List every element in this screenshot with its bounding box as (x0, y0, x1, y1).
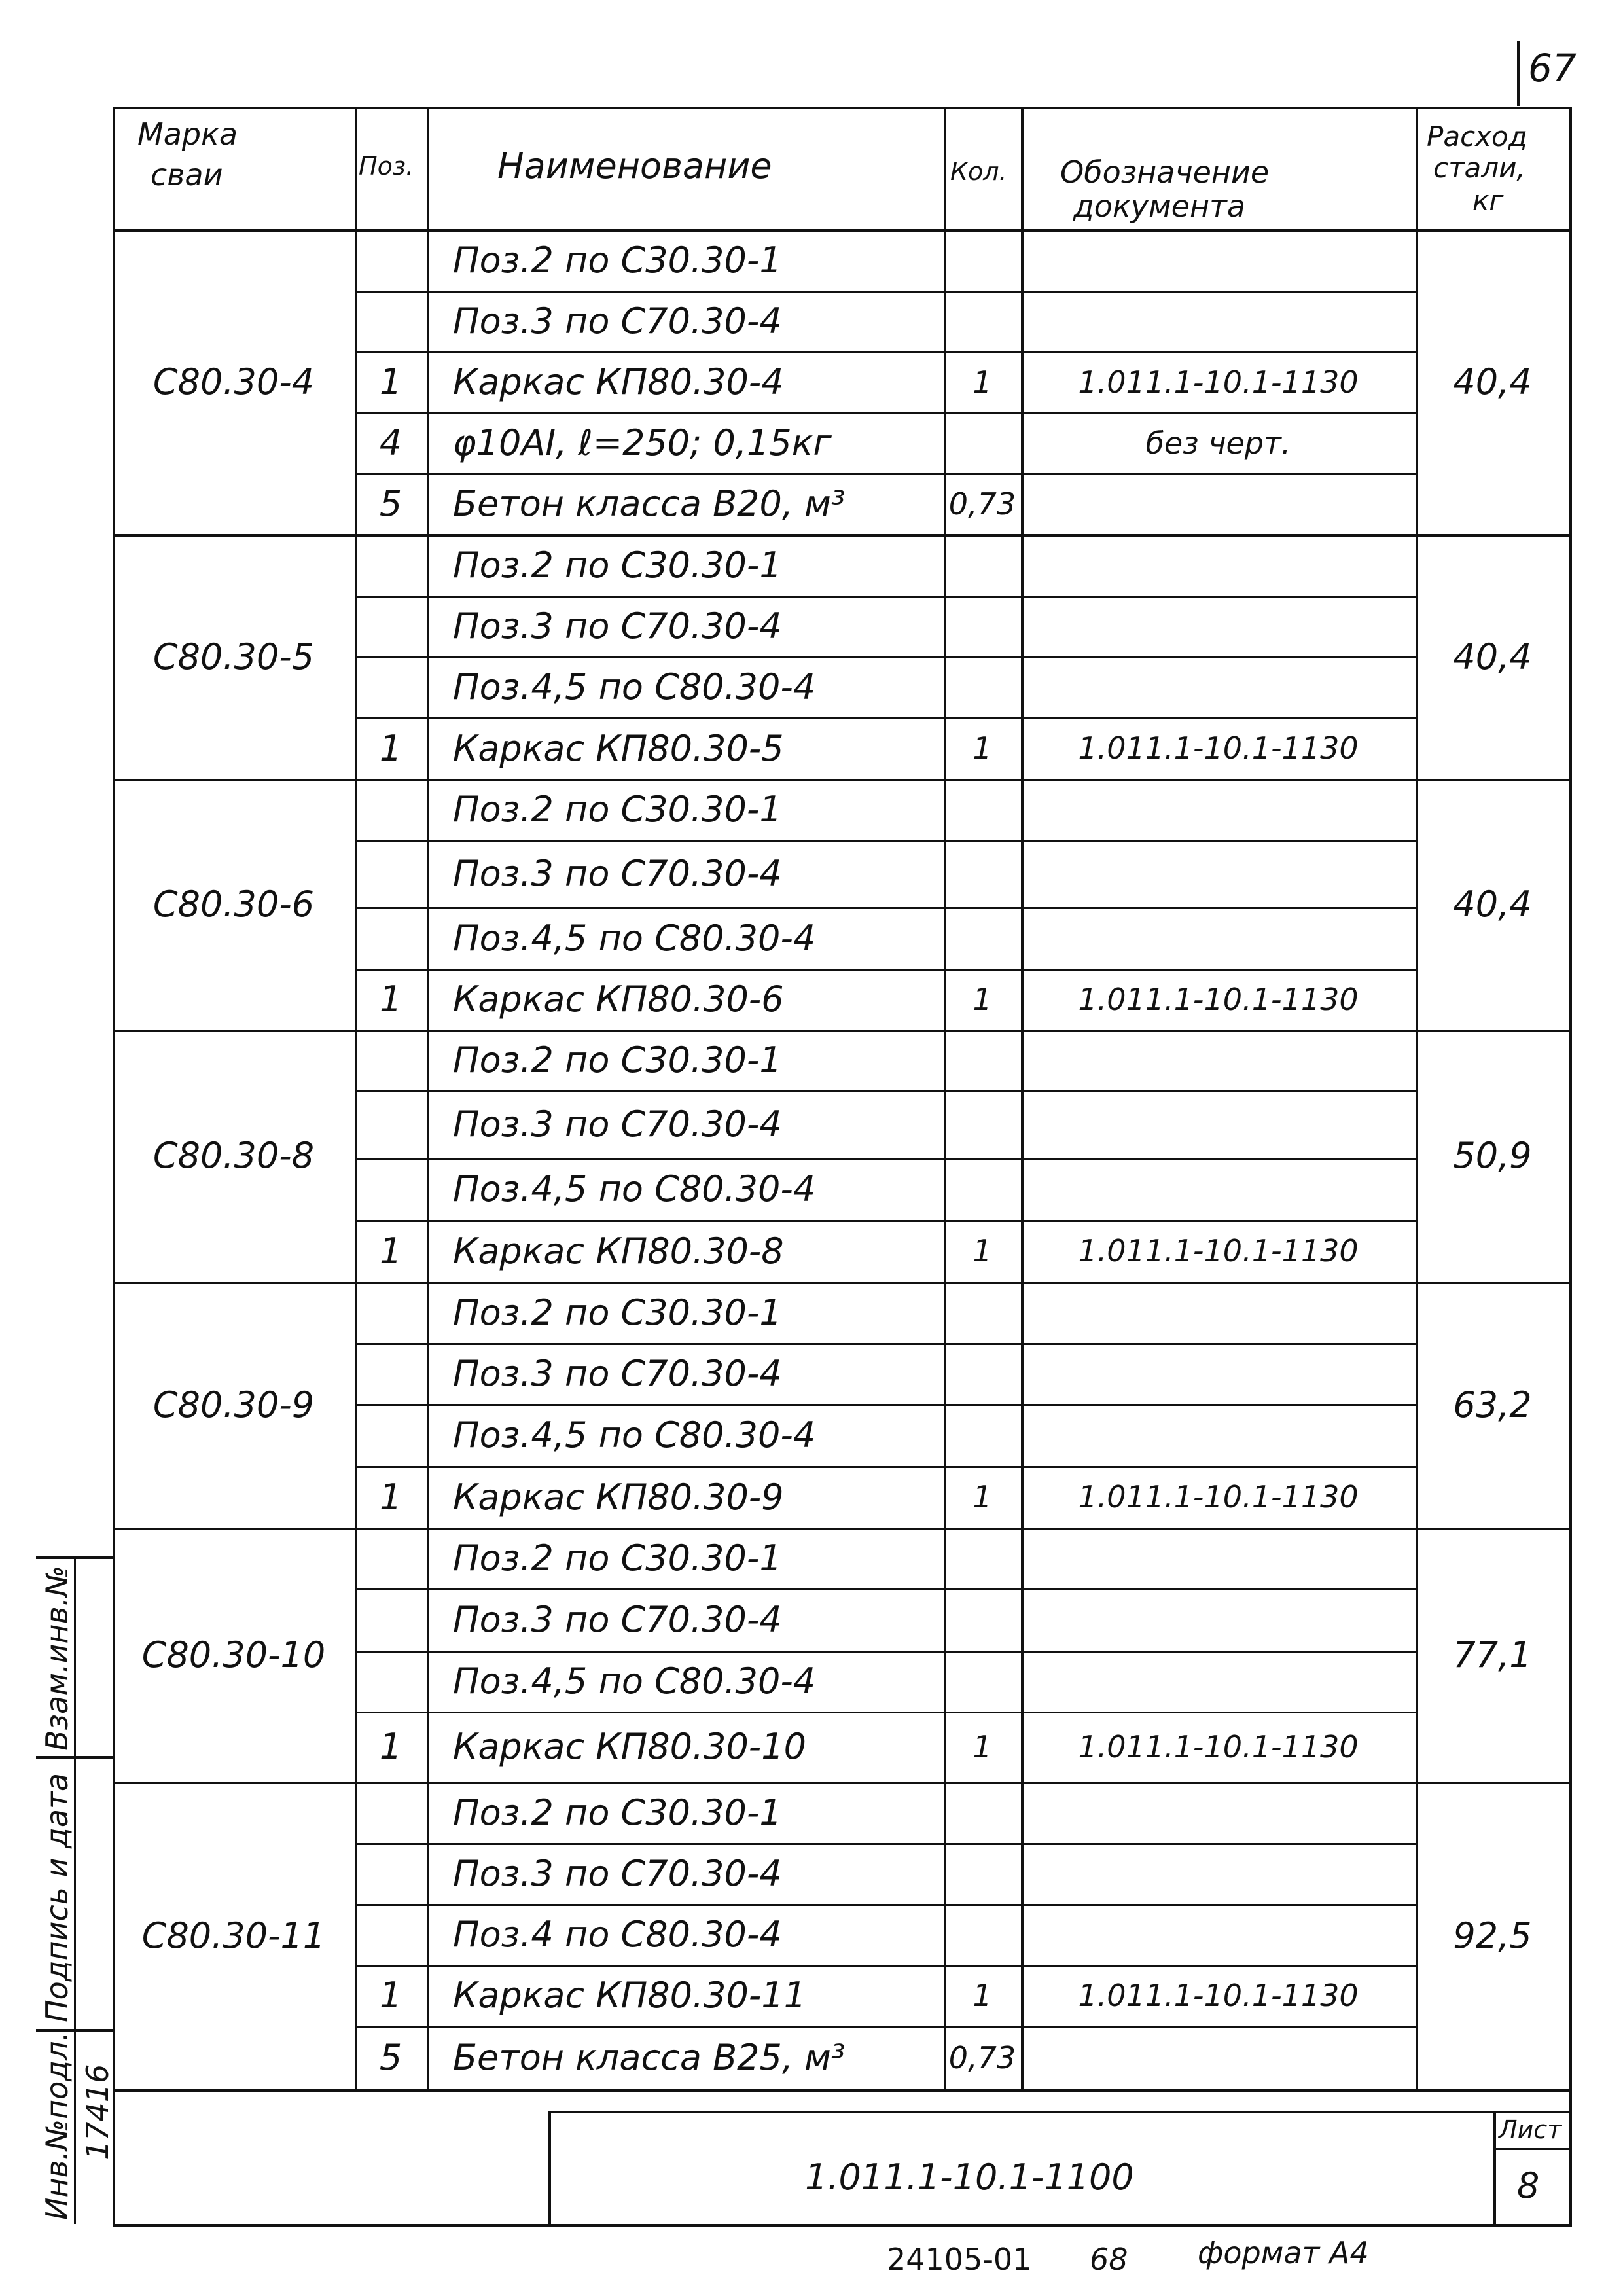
cell-doc (1021, 1404, 1416, 1466)
cell-qty (944, 779, 1021, 840)
cell-qty (944, 291, 1021, 351)
bottom-code: 24105-01 (887, 2242, 1032, 2277)
page-number: 67 (1528, 46, 1577, 90)
cell-pos: 5 (379, 483, 402, 524)
table-bottom-border (113, 2224, 1572, 2227)
cell-doc (1021, 840, 1416, 907)
cell-pile-mark: С80.30-9 (152, 1384, 315, 1426)
cell-name: Поз.4,5 по С80.30-4 (453, 666, 816, 708)
cell-pos: 1 (379, 1476, 402, 1518)
cell-steel: 77,1 (1453, 1634, 1532, 1676)
cell-pos (355, 840, 427, 907)
cell-pile-mark: С80.30-6 (152, 884, 315, 925)
cell-doc (1021, 291, 1416, 351)
stamp-sheet-label-line (1493, 2148, 1569, 2150)
cell-qty: 0,73 (948, 486, 1016, 522)
cell-qty: 1 (972, 981, 992, 1017)
cell-qty: 1 (972, 1729, 992, 1765)
cell-doc: без черт. (1145, 425, 1291, 461)
cell-pos (355, 1090, 427, 1158)
cell-doc: 1.011.1-10.1-1130 (1078, 981, 1359, 1017)
cell-doc (1021, 656, 1416, 717)
cell-pos (355, 229, 427, 291)
last-row-bottom (113, 2089, 1569, 2092)
cell-name: Поз.4,5 по С80.30-4 (453, 917, 816, 959)
page-number-divider (1517, 41, 1520, 106)
cell-pos (355, 1343, 427, 1404)
stamp-designation: 1.011.1-10.1-1100 (805, 2157, 1134, 2198)
cell-doc (1021, 1282, 1416, 1343)
cell-pos (355, 1588, 427, 1651)
cell-qty: 1 (972, 1977, 992, 2013)
cell-name: Поз.3 по С70.30-4 (453, 853, 782, 894)
header-name: Наименование (497, 145, 772, 187)
header-doc-line2: документа (1073, 188, 1246, 224)
cell-doc (1021, 1090, 1416, 1158)
cell-steel: 63,2 (1453, 1384, 1532, 1426)
bottom-number: 68 (1090, 2242, 1128, 2277)
header-steel-line3: кг (1472, 185, 1504, 217)
cell-qty (944, 1904, 1021, 1965)
cell-name: Каркас КП80.30-9 (453, 1476, 784, 1518)
cell-doc (1021, 1843, 1416, 1904)
cell-pos (355, 1782, 427, 1843)
cell-name: Каркас КП80.30-4 (453, 361, 784, 403)
cell-name: Бетон класса В20, м³ (453, 483, 846, 524)
cell-name: Каркас КП80.30-5 (453, 727, 784, 769)
cell-pos (355, 1030, 427, 1090)
cell-name: Поз.3 по С70.30-4 (453, 1353, 782, 1394)
stamp-sheet-label: Лист (1499, 2115, 1562, 2144)
cell-pos (355, 656, 427, 717)
cell-doc (1021, 1782, 1416, 1843)
cell-pos: 1 (379, 361, 402, 403)
cell-pos (355, 596, 427, 656)
cell-steel: 92,5 (1453, 1914, 1532, 1956)
cell-steel: 40,4 (1453, 636, 1532, 677)
cell-doc (1021, 229, 1416, 291)
cell-qty (944, 1528, 1021, 1588)
cell-name: Поз.4,5 по С80.30-4 (453, 1660, 816, 1702)
cell-qty (944, 1343, 1021, 1404)
cell-name: φ10AI, ℓ=250; 0,15кг (453, 422, 832, 463)
cell-doc (1021, 1158, 1416, 1220)
cell-pos (355, 1282, 427, 1343)
cell-name: Каркас КП80.30-10 (453, 1726, 806, 1767)
cell-qty (944, 229, 1021, 291)
cell-name: Поз.2 по С30.30-1 (453, 1291, 782, 1333)
cell-pos (355, 907, 427, 969)
cell-doc (1021, 779, 1416, 840)
footer-column-line (1569, 2089, 1572, 2224)
cell-qty (944, 1782, 1021, 1843)
cell-steel: 40,4 (1453, 361, 1532, 403)
cell-pile-mark: С80.30-10 (141, 1634, 326, 1676)
cell-doc: 1.011.1-10.1-1130 (1078, 1233, 1359, 1268)
cell-pos (355, 1158, 427, 1220)
cell-name: Поз.4,5 по С80.30-4 (453, 1414, 816, 1456)
cell-pos (355, 1528, 427, 1588)
cell-name: Поз.2 по С30.30-1 (453, 789, 782, 830)
cell-pos: 1 (379, 1230, 402, 1272)
table-right-border (1569, 107, 1572, 2224)
cell-qty (944, 412, 1021, 473)
cell-name: Поз.2 по С30.30-1 (453, 239, 782, 281)
cell-pile-mark: С80.30-8 (152, 1135, 315, 1176)
cell-doc (1021, 1904, 1416, 1965)
cell-pos (355, 1843, 427, 1904)
cell-qty (944, 1651, 1021, 1712)
cell-name: Поз.3 по С70.30-4 (453, 300, 782, 342)
cell-pos (355, 1404, 427, 1466)
cell-qty (944, 656, 1021, 717)
cell-qty (944, 907, 1021, 969)
cell-doc: 1.011.1-10.1-1130 (1078, 1479, 1359, 1515)
side-label-vzam: Взам.инв.№ (39, 1565, 75, 1751)
cell-pos: 1 (379, 1726, 402, 1767)
cell-name: Поз.3 по С70.30-4 (453, 1599, 782, 1640)
cell-doc: 1.011.1-10.1-1130 (1078, 1729, 1359, 1765)
cell-name: Каркас КП80.30-11 (453, 1975, 806, 2016)
cell-qty (944, 1843, 1021, 1904)
cell-doc (1021, 473, 1416, 534)
cell-name: Поз.3 по С70.30-4 (453, 605, 782, 647)
cell-doc (1021, 1343, 1416, 1404)
cell-qty (944, 1158, 1021, 1220)
cell-doc (1021, 596, 1416, 656)
header-pile-line1: Марка (137, 117, 238, 152)
cell-pos (355, 291, 427, 351)
cell-doc (1021, 534, 1416, 596)
side-inv-value: 17416 (80, 2064, 115, 2160)
cell-qty: 1 (972, 1233, 992, 1268)
format-label: формат А4 (1198, 2235, 1369, 2270)
cell-doc: 1.011.1-10.1-1130 (1078, 730, 1359, 766)
stamp-sheet-number: 8 (1517, 2165, 1540, 2206)
cell-qty (944, 1588, 1021, 1651)
cell-doc: 1.011.1-10.1-1130 (1078, 1977, 1359, 2013)
cell-pos (355, 1651, 427, 1712)
header-pos: Поз. (359, 152, 414, 181)
cell-qty: 1 (972, 364, 992, 400)
side-label-inv-podl: Инв.№подл. (39, 2031, 75, 2220)
cell-doc (1021, 1030, 1416, 1090)
stamp-left-line (548, 2111, 551, 2224)
cell-qty: 0,73 (948, 2039, 1016, 2075)
stamp-sheet-divider (1493, 2111, 1496, 2224)
cell-qty (944, 596, 1021, 656)
cell-name: Поз.2 по С30.30-1 (453, 1791, 782, 1833)
cell-doc (1021, 1588, 1416, 1651)
cell-pos: 1 (379, 727, 402, 769)
cell-doc (1021, 1528, 1416, 1588)
cell-name: Поз.2 по С30.30-1 (453, 544, 782, 586)
cell-pos (355, 779, 427, 840)
cell-qty: 1 (972, 1479, 992, 1515)
header-doc-line1: Обозначение (1060, 154, 1270, 190)
cell-pos: 4 (379, 422, 402, 463)
header-qty: Кол. (950, 157, 1007, 186)
cell-doc (1021, 1651, 1416, 1712)
cell-pos: 5 (379, 2037, 402, 2078)
cell-qty (944, 1030, 1021, 1090)
cell-pile-mark: С80.30-11 (141, 1914, 326, 1956)
cell-qty (944, 1090, 1021, 1158)
cell-pos (355, 534, 427, 596)
cell-pile-mark: С80.30-4 (152, 361, 315, 403)
cell-name: Бетон класса В25, м³ (453, 2037, 846, 2078)
cell-name: Каркас КП80.30-6 (453, 978, 784, 1020)
cell-name: Поз.3 по С70.30-4 (453, 1853, 782, 1894)
cell-steel: 50,9 (1453, 1135, 1532, 1176)
cell-qty (944, 1282, 1021, 1343)
header-steel-line2: стали, (1433, 152, 1525, 184)
cell-name: Каркас КП80.30-8 (453, 1230, 784, 1272)
cell-name: Поз.2 по С30.30-1 (453, 1039, 782, 1081)
cell-qty (944, 840, 1021, 907)
cell-pos: 1 (379, 978, 402, 1020)
cell-qty: 1 (972, 730, 992, 766)
header-pile-line2: сваи (151, 157, 223, 192)
cell-steel: 40,4 (1453, 884, 1532, 925)
stamp-top-line (548, 2111, 1569, 2113)
header-steel-line1: Расход (1427, 120, 1527, 152)
cell-pos (355, 1904, 427, 1965)
cell-doc (1021, 907, 1416, 969)
cell-name: Поз.4 по С80.30-4 (453, 1914, 782, 1955)
table-top-border (113, 107, 1569, 109)
cell-name: Поз.4,5 по С80.30-4 (453, 1168, 816, 1210)
cell-name: Поз.2 по С30.30-1 (453, 1537, 782, 1579)
cell-pos: 1 (379, 1975, 402, 2016)
cell-qty (944, 534, 1021, 596)
cell-doc: 1.011.1-10.1-1130 (1078, 364, 1359, 400)
side-label-podpis: Подпись и дата (39, 1772, 75, 2022)
cell-qty (944, 1404, 1021, 1466)
cell-doc (1021, 2026, 1416, 2089)
cell-name: Поз.3 по С70.30-4 (453, 1103, 782, 1145)
cell-pile-mark: С80.30-5 (152, 636, 315, 677)
